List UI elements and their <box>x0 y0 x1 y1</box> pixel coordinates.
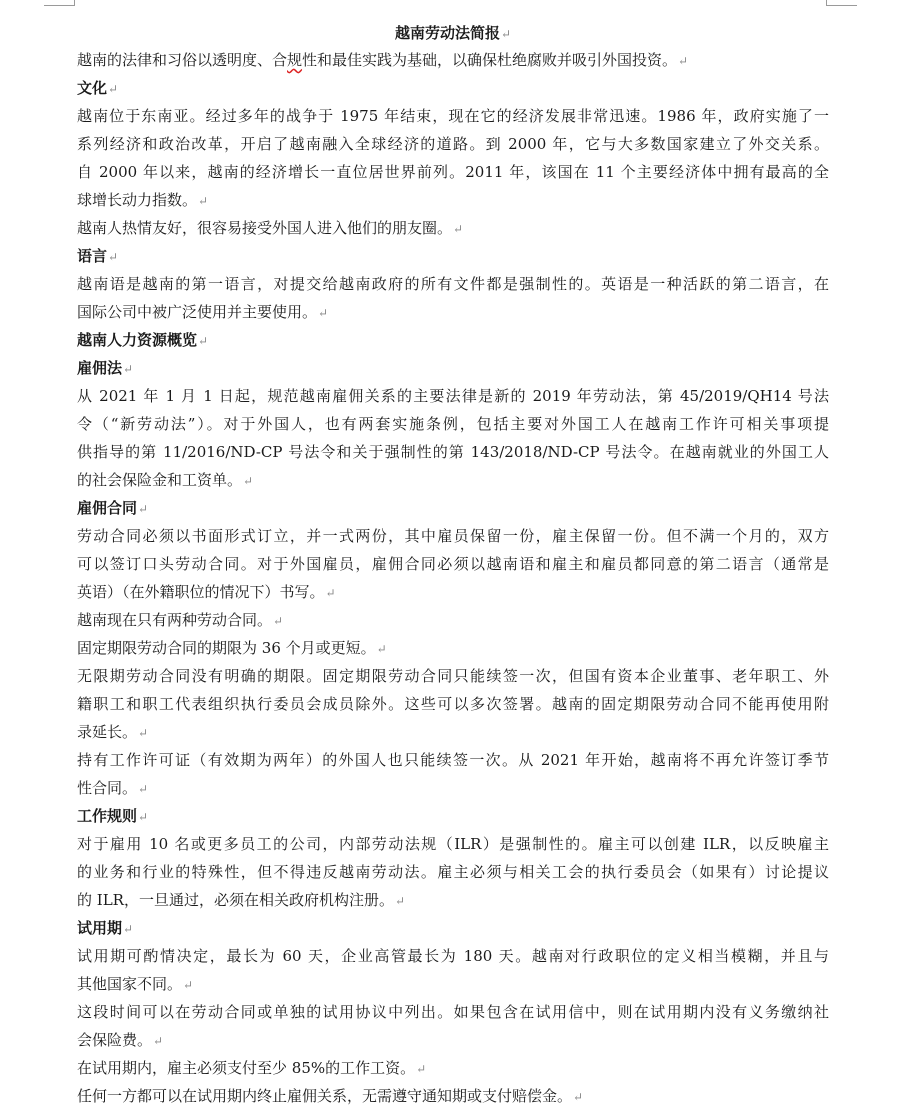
text-line-content: 籍职工和职工代表组织执行委员会成员除外。这些可以多次签署。越南的固定期限劳动合同不能再使用附 <box>77 695 829 713</box>
text-line <box>77 102 829 130</box>
section-heading-text: 试用期 <box>77 919 123 937</box>
paragraph-mark: ↵ <box>453 222 464 236</box>
section-heading-text: 雇佣合同 <box>77 499 138 517</box>
paragraph-mark: ↵ <box>394 894 406 908</box>
section-heading <box>77 326 829 354</box>
text-line-content: 越南的法律和习俗以透明度、合规性和最佳实践为基础，以确保杜绝腐败并吸引外国投资。 <box>77 51 678 69</box>
section-heading-text: 越南人力资源概览 <box>77 331 198 349</box>
text-line <box>77 970 829 998</box>
paragraph-mark: ↵ <box>123 362 134 376</box>
text-line-content: 会保险费。 <box>77 1031 153 1049</box>
text-line-content: 无限期劳动合同没有明确的期限。固定期限劳动合同只能续签一次，但国有资本企业董事、老年职工、外 <box>77 667 829 685</box>
section-heading <box>77 494 829 522</box>
text-line-content: 试用期可酌情决定，最长为 60 天，企业高管最长为 180 天。越南对行政职位的定义相当模糊，并且与 <box>77 947 829 965</box>
section-heading-text: 文化 <box>77 79 108 97</box>
paragraph-mark: ↵ <box>108 250 119 264</box>
text-line <box>77 886 829 914</box>
text-line-content: 的社会保险金和工资单。 <box>77 471 243 489</box>
paragraph-mark: ↵ <box>198 194 209 208</box>
document-title <box>77 20 829 46</box>
paragraph-mark: ↵ <box>108 82 119 96</box>
text-line <box>77 214 829 242</box>
text-line <box>77 158 829 186</box>
document-lines <box>77 46 829 1110</box>
text-line <box>77 410 829 438</box>
text-line-content: 这段时间可以在劳动合同或单独的试用协议中列出。如果包含在试用信中，则在试用期内没有义务缴纳社 <box>77 1003 829 1021</box>
text-line <box>77 690 829 718</box>
text-line <box>77 662 829 690</box>
section-heading-text: 雇佣法 <box>77 359 123 377</box>
text-line <box>77 438 829 466</box>
paragraph-mark: ↵ <box>376 642 387 656</box>
paragraph-mark: ↵ <box>138 502 149 516</box>
text-line-content: 球增长动力指数。 <box>77 191 198 209</box>
document-title-text: 越南劳动法简报 <box>394 24 500 42</box>
section-heading <box>77 354 829 382</box>
text-line <box>77 382 829 410</box>
document-body[interactable] <box>77 20 829 1110</box>
paragraph-mark: ↵ <box>243 474 254 488</box>
paragraph-mark: ↵ <box>273 614 284 628</box>
section-heading <box>77 914 829 942</box>
text-line-content: 固定期限劳动合同的期限为 36 个月或更短。 <box>77 639 376 657</box>
section-heading <box>77 802 829 830</box>
text-line <box>77 186 829 214</box>
paragraph-mark: ↵ <box>138 726 149 740</box>
text-line-content: 劳动合同必须以书面形式订立，并一式两份，其中雇员保留一份，雇主保留一份。但不满一个月的，双方 <box>77 527 829 545</box>
text-line <box>77 1026 829 1054</box>
text-line-content: 在试用期内，雇主必须支付至少 85%的工作工资。 <box>77 1059 416 1077</box>
text-line-content: 自 2000 年以来，越南的经济增长一直位居世界前列。2011 年，该国在 11 个主要经济体中拥有最高的全 <box>77 163 829 181</box>
text-line <box>77 942 829 970</box>
text-line <box>77 746 829 774</box>
text-line-content: 越南语是越南的第一语言，对提交给越南政府的所有文件都是强制性的。英语是一种活跃的第二语言，在 <box>77 275 829 293</box>
text-line-content: 系列经济和政治改革，开启了越南融入全球经济的道路。到 2000 年，它与大多数国家建立了外交关系。 <box>77 135 829 153</box>
text-line-content: 英语）（在外籍职位的情况下）书写。 <box>77 583 325 601</box>
paragraph-mark: ↵ <box>573 1090 584 1104</box>
text-line-content: 国际公司中被广泛使用并主要使用。 <box>77 303 318 321</box>
text-line <box>77 1082 829 1110</box>
text-line-content: 可以签订口头劳动合同。对于外国雇员，雇佣合同必须以越南语和雇主和雇员都同意的第二语言（通常是 <box>77 555 829 573</box>
text-line <box>77 578 829 606</box>
text-line <box>77 298 829 326</box>
text-line <box>77 130 829 158</box>
crop-mark-top-left <box>44 0 75 6</box>
paragraph-mark: ↵ <box>416 1062 427 1076</box>
text-line <box>77 634 829 662</box>
text-line <box>77 46 829 74</box>
text-line <box>77 606 829 634</box>
text-line <box>77 998 829 1026</box>
text-line-content: 性合同。 <box>77 779 138 797</box>
section-heading-text: 语言 <box>77 247 108 265</box>
paragraph-mark: ↵ <box>183 978 194 992</box>
text-line <box>77 830 829 858</box>
text-line-content: 对于雇用 10 名或更多员工的公司，内部劳动法规（ILR）是强制性的。雇主可以创建 ILR，以反映雇主 <box>77 835 829 853</box>
text-line-content: 的 ILR，一旦通过，必须在相关政府机构注册。 <box>77 891 394 909</box>
paragraph-mark: ↵ <box>153 1034 164 1048</box>
paragraph-mark: ↵ <box>138 810 149 824</box>
paragraph-mark: ↵ <box>678 54 689 68</box>
paragraph-mark: ↵ <box>325 586 336 600</box>
text-line-content: 越南位于东南亚。经过多年的战争于 1975 年结束，现在它的经济发展非常迅速。1986 年，政府实施了一 <box>77 107 829 125</box>
text-line-content: 持有工作许可证（有效期为两年）的外国人也只能续签一次。从 2021 年开始，越南将不再允许签订季节 <box>77 751 829 769</box>
text-line-content: 越南人热情友好，很容易接受外国人进入他们的朋友圈。 <box>77 219 453 237</box>
text-line <box>77 774 829 802</box>
section-heading <box>77 74 829 102</box>
text-line-content: 任何一方都可以在试用期内终止雇佣关系，无需遵守通知期或支付赔偿金。 <box>77 1087 573 1105</box>
text-line-content: 令（“新劳动法”）。对于外国人，也有两套实施条例，包括主要对外国工人在越南工作许可相关事项提 <box>77 415 829 433</box>
crop-mark-top-right <box>826 0 857 6</box>
paragraph-mark: ↵ <box>123 922 134 936</box>
text-line <box>77 858 829 886</box>
text-line <box>77 1054 829 1082</box>
text-line <box>77 270 829 298</box>
paragraph-mark: ↵ <box>138 782 149 796</box>
text-line-content: 的业务和行业的特殊性，但不得违反越南劳动法。雇主必须与相关工会的执行委员会（如果有）讨论提议 <box>77 863 829 881</box>
section-heading-text: 工作规则 <box>77 807 138 825</box>
text-line <box>77 522 829 550</box>
paragraph-mark: ↵ <box>318 306 329 320</box>
spellcheck-underline: 规 <box>287 51 303 69</box>
text-line-content: 从 2021 年 1 月 1 日起，规范越南雇佣关系的主要法律是新的 2019 年劳动法，第 45/2019/QH14 号法 <box>77 387 829 405</box>
text-line <box>77 718 829 746</box>
section-heading <box>77 242 829 270</box>
text-line-content: 供指导的第 11/2016/ND-CP 号法令和关于强制性的第 143/2018/ND-CP 号法令。在越南就业的外国工人 <box>77 443 829 461</box>
text-line <box>77 550 829 578</box>
paragraph-mark: ↵ <box>198 334 209 348</box>
text-line-content: 越南现在只有两种劳动合同。 <box>77 611 273 629</box>
text-line-content: 其他国家不同。 <box>77 975 183 993</box>
text-line-content: 录延长。 <box>77 723 138 741</box>
paragraph-mark: ↵ <box>500 27 512 41</box>
text-line <box>77 466 829 494</box>
